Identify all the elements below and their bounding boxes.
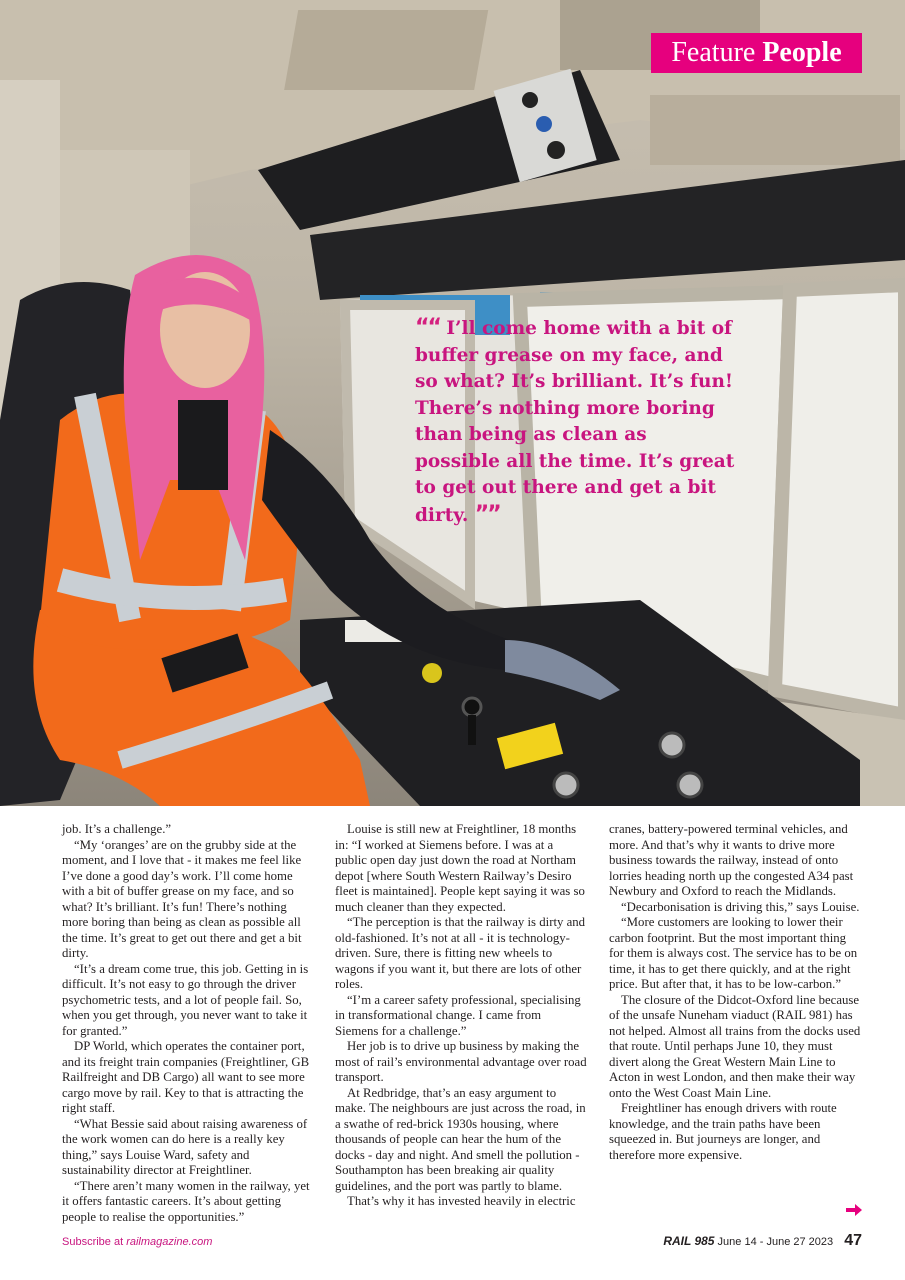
paragraph: Her job is to drive up business by making the most of rail’s environmental advantage over road transport. xyxy=(335,1039,587,1084)
column-3 xyxy=(609,822,861,1163)
paragraph: The closure of the Didcot-Oxford line because of the unsafe Nuneham viaduct (RAIL 981) has not helped. Almost all trains from the docks used that route. Until perhaps June 10, they must divert along the Great Western Main Line to Acton in west London, and then make their way onto the West Coast Main Line. xyxy=(609,992,861,1100)
pull-quote xyxy=(415,315,735,529)
paragraph: “Decarbonisation is driving this,” says Louise. xyxy=(621,899,860,914)
pull-quote-text: I’ll come home with a bit of buffer grease on my face, and so what? It’s brilliant. It’s fun! There’s nothing more boring than being as clean as possible all the time. It’s great to get out there and get a bit dirty. xyxy=(415,318,735,526)
paragraph: job. It’s a challenge.” xyxy=(62,822,172,836)
article-body xyxy=(62,822,862,1224)
paragraph: Louise is still new at Freightliner, 18 months in: “I worked at Siemens before. I was at a public open day just down the road at Northam depot [where South Western Railway’s Desiro fleet is maintained]. People kept saying it was so much cleaner than they expected. xyxy=(335,822,585,914)
close-quote-mark: ”” xyxy=(474,501,500,527)
open-quote-mark: ““ xyxy=(415,315,440,340)
subscribe-line xyxy=(62,1236,212,1248)
subscribe-prefix: Subscribe at xyxy=(62,1236,127,1248)
paragraph: “It’s a dream come true, this job. Getting in is difficult. It’s not easy to go through the driver psychometric tests, and a lot of people fail. So, when you get through, you never want to take it for granted.” xyxy=(62,961,309,1038)
paragraph: “More customers are looking to lower their carbon footprint. But the most important thing for them is always cost. The service has to be on time, it has to get there quickly, and at the right price. But after that, it has to be low-carbon.” xyxy=(609,915,858,991)
paragraph: At Redbridge, that’s an easy argument to make. The neighbours are just across the road, in a swathe of red-brick 1930s housing, where thousands of people can hear the hum of the docks - day and night. And smell the pollution - Southampton has been breaking air quality guidelines, and the port was partly to blame. xyxy=(335,1085,586,1193)
column-2 xyxy=(335,822,587,1210)
paragraph: “There aren’t many women in the railway, yet it offers fantastic careers. It’s about getting people to realise the opportunities.” xyxy=(62,1178,310,1224)
paragraph: Freightliner has enough drivers with route knowledge, and the train paths have been squeezed in. But journeys are longer, and therefore more expensive. xyxy=(609,1101,837,1162)
continue-arrow-icon xyxy=(846,1204,862,1216)
paragraph: “I’m a career safety professional, specialising in transformational change. I came from Siemens for a challenge.” xyxy=(335,992,581,1038)
magazine-issue: RAIL 985 xyxy=(663,1234,715,1248)
folio xyxy=(663,1232,862,1250)
page-number: 47 xyxy=(844,1232,862,1249)
subscribe-link[interactable]: railmagazine.com xyxy=(126,1236,213,1248)
column-1 xyxy=(62,822,314,1225)
section-prefix: Feature xyxy=(671,37,756,68)
paragraph: “The perception is that the railway is dirty and old-fashioned. It’s not at all - it is technology-driven. Sure, there is fitting new wheels to wagons if you want it, but there are lots of other roles. xyxy=(335,915,586,991)
paragraph: “My ‘oranges’ are on the grubby side at the moment, and I love that - it makes me feel like I’ve done a good day’s work. I’ll come home with a bit of buffer grease on my face, and so what? It’s brilliant. It’s fun! There’s nothing more boring than being as clean as possible all the time. It’s great to get out there and get a bit dirty. xyxy=(62,837,302,960)
section-tag xyxy=(651,33,862,73)
paragraph: “What Bessie said about raising awareness of the work women can do here is a really key thing,” says Louise Ward, safety and sustainability director at Freightliner. xyxy=(62,1116,308,1177)
section-name: People xyxy=(762,37,842,68)
paragraph: DP World, which operates the container port, and its freight train companies (Freightliner, GB Railfreight and DB Cargo) all want to see more cargo move by rail. Key to that is attracting the right staff. xyxy=(62,1039,310,1115)
paragraph: That’s why it has invested heavily in electric xyxy=(347,1194,576,1208)
paragraph: cranes, battery-powered terminal vehicles, and more. And that’s why it wants to drive more business towards the railway, instead of onto lorries heading north up the congested A34 past Newbury and Oxford to reach the Midlands. xyxy=(609,822,854,898)
issue-dates: June 14 - June 27 2023 xyxy=(717,1236,834,1248)
